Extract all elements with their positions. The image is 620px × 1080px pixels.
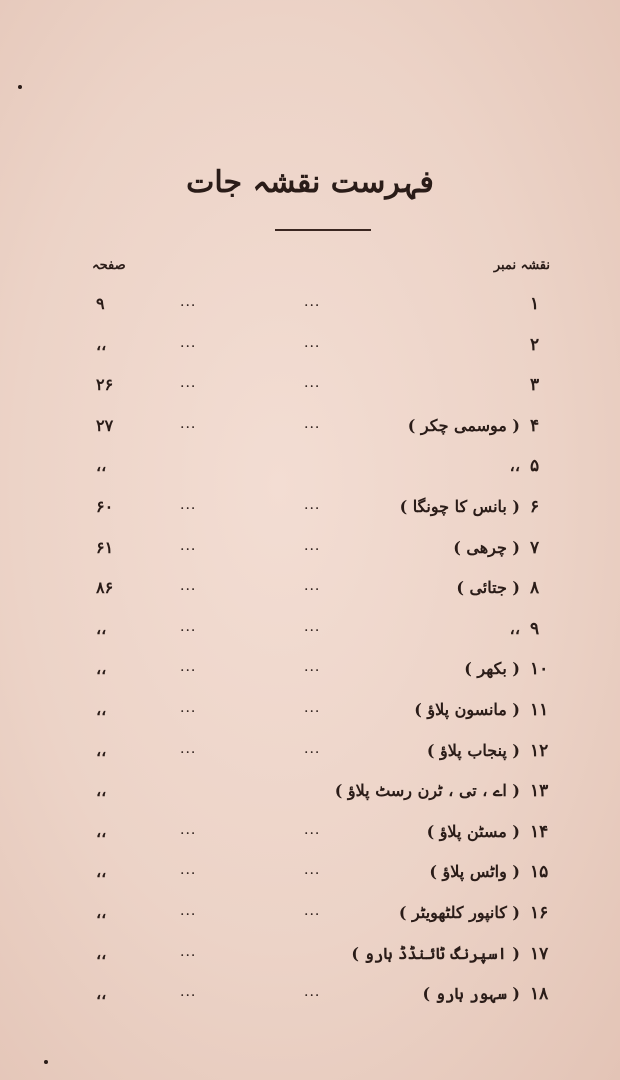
map-title: ( موسمی چکر ) bbox=[407, 415, 520, 435]
contents-row bbox=[0, 856, 620, 897]
leader-dots: ... bbox=[180, 902, 197, 919]
leader-dots: ... bbox=[180, 984, 197, 1001]
map-number: ۱۰ bbox=[530, 659, 549, 680]
paper-speck bbox=[18, 85, 22, 89]
map-number: ۶ bbox=[530, 496, 540, 517]
leader-dots: ... bbox=[304, 862, 321, 879]
contents-list bbox=[0, 288, 620, 1019]
leader-dots: ... bbox=[180, 821, 197, 838]
contents-row bbox=[0, 735, 620, 776]
map-number: ۸ bbox=[530, 578, 540, 599]
map-title: ،، bbox=[509, 618, 520, 638]
contents-row bbox=[0, 288, 620, 329]
contents-row bbox=[0, 369, 620, 410]
map-title: ( جتائی ) bbox=[456, 578, 520, 598]
page-number: ،، bbox=[96, 659, 107, 679]
map-number: ۴ bbox=[530, 415, 540, 436]
map-title: ،، bbox=[509, 456, 520, 476]
map-title: ( سہور ہارو ) bbox=[422, 984, 520, 1004]
leader-dots: ... bbox=[304, 902, 321, 919]
leader-dots: ... bbox=[304, 821, 321, 838]
leader-dots: ... bbox=[180, 659, 197, 676]
map-number: ۱ bbox=[530, 294, 540, 314]
contents-row bbox=[0, 978, 620, 1019]
leader-dots: ... bbox=[180, 699, 197, 716]
leader-dots: ... bbox=[304, 375, 321, 392]
map-title: ( مانسون پلاؤ ) bbox=[414, 699, 520, 719]
leader-dots: ... bbox=[180, 375, 197, 392]
page-number: ،، bbox=[96, 821, 107, 841]
leader-dots: ... bbox=[304, 618, 321, 635]
contents-row bbox=[0, 450, 620, 491]
map-number: ۱۳ bbox=[530, 781, 549, 802]
page-number: ،، bbox=[96, 334, 107, 354]
page-number: ۹ bbox=[96, 294, 105, 313]
page-number: ،، bbox=[96, 781, 107, 801]
paper-speck bbox=[44, 1060, 48, 1064]
map-number: ۱۶ bbox=[530, 902, 549, 923]
map-number: ۱۱ bbox=[530, 699, 549, 720]
leader-dots: ... bbox=[180, 334, 197, 351]
leader-dots: ... bbox=[180, 578, 197, 595]
map-number-column-header: نقشہ نمبر bbox=[493, 258, 550, 273]
leader-dots: ... bbox=[304, 578, 321, 595]
leader-dots: ... bbox=[304, 699, 321, 716]
page-number: ۶۱ bbox=[96, 537, 114, 557]
leader-dots: ... bbox=[304, 496, 321, 513]
map-number: ۱۸ bbox=[530, 984, 549, 1005]
page-number: ۲۷ bbox=[96, 415, 114, 435]
page-number: ،، bbox=[96, 699, 107, 719]
leader-dots: ... bbox=[304, 537, 321, 554]
contents-row bbox=[0, 775, 620, 816]
page-number: ،، bbox=[96, 943, 107, 963]
page-number: ،، bbox=[96, 984, 107, 1004]
contents-row bbox=[0, 938, 620, 979]
page-column-header: صفحہ bbox=[92, 258, 126, 273]
map-number: ۷ bbox=[530, 537, 540, 558]
leader-dots: ... bbox=[304, 334, 321, 351]
map-number: ۹ bbox=[530, 618, 540, 639]
map-title: ( بکھر ) bbox=[464, 659, 520, 679]
page-title: فہرست نقشہ جات bbox=[186, 165, 434, 200]
map-number: ۱۲ bbox=[530, 740, 549, 761]
contents-row bbox=[0, 491, 620, 532]
map-title: ( اسپرنگ ٹائنڈڈ ہارو ) bbox=[351, 943, 520, 963]
leader-dots: ... bbox=[304, 294, 321, 310]
page-number: ،، bbox=[96, 902, 107, 922]
map-title: ( مسٹن پلاؤ ) bbox=[426, 821, 520, 841]
map-title: ( اے ، تی ، ٹرن رسٹ پلاؤ ) bbox=[334, 781, 520, 801]
contents-row bbox=[0, 897, 620, 938]
leader-dots: ... bbox=[180, 618, 197, 635]
map-title: ( واٹس پلاؤ ) bbox=[429, 862, 520, 882]
leader-dots: ... bbox=[180, 537, 197, 554]
leader-dots: ... bbox=[180, 294, 197, 310]
map-title: ( بانس کا چونگا ) bbox=[399, 496, 520, 516]
map-title: ( کانپور کلٹھویٹر ) bbox=[398, 902, 520, 922]
map-number: ۲ bbox=[530, 334, 540, 355]
page-number: ۲۶ bbox=[96, 375, 114, 395]
leader-dots: ... bbox=[304, 984, 321, 1001]
map-title: ( پنجاب پلاؤ ) bbox=[426, 740, 520, 760]
leader-dots: ... bbox=[180, 496, 197, 513]
leader-dots: ... bbox=[180, 415, 197, 432]
leader-dots: ... bbox=[304, 740, 321, 757]
page-number: ،، bbox=[96, 456, 107, 476]
page-number: ۸۶ bbox=[96, 578, 114, 598]
page-number: ۶۰ bbox=[96, 496, 114, 516]
contents-row bbox=[0, 572, 620, 613]
page-number: ،، bbox=[96, 862, 107, 882]
map-number: ۵ bbox=[530, 456, 540, 477]
leader-dots: ... bbox=[180, 862, 197, 879]
contents-row bbox=[0, 653, 620, 694]
contents-row bbox=[0, 816, 620, 857]
map-number: ۳ bbox=[530, 375, 540, 396]
contents-row bbox=[0, 532, 620, 573]
map-number: ۱۴ bbox=[530, 821, 549, 842]
leader-dots: ... bbox=[180, 740, 197, 757]
contents-row bbox=[0, 613, 620, 654]
leader-dots: ... bbox=[180, 943, 197, 960]
map-number: ۱۵ bbox=[530, 862, 549, 883]
map-number: ۱۷ bbox=[530, 943, 549, 964]
leader-dots: ... bbox=[304, 415, 321, 432]
page-number: ،، bbox=[96, 618, 107, 638]
page-number: ،، bbox=[96, 740, 107, 760]
title-underline bbox=[275, 229, 371, 231]
contents-row bbox=[0, 410, 620, 451]
leader-dots: ... bbox=[304, 659, 321, 676]
contents-row bbox=[0, 329, 620, 370]
map-title: ( چرھی ) bbox=[453, 537, 520, 557]
contents-row bbox=[0, 694, 620, 735]
